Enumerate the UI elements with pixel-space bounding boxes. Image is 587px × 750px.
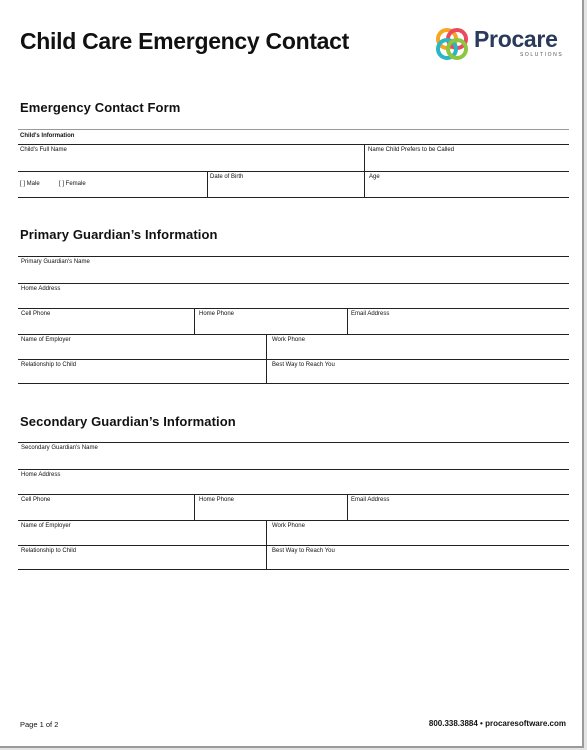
field-label: Secondary Guardian's Name: [21, 445, 98, 451]
primary-work-phone-field[interactable]: [267, 335, 569, 359]
field-label: Cell Phone: [21, 311, 51, 317]
form-heading: Emergency Contact Form: [20, 100, 181, 115]
divider: [18, 197, 569, 198]
child-full-name-field[interactable]: [18, 145, 364, 171]
female-checkbox[interactable]: [ ] Female: [59, 181, 86, 187]
field-label: Work Phone: [272, 523, 305, 529]
secondary-name-field[interactable]: [18, 443, 569, 469]
procare-logo: [432, 24, 572, 64]
field-label: Name of Employer: [21, 523, 71, 529]
primary-employer-field[interactable]: [18, 335, 266, 359]
field-label: Relationship to Child: [21, 548, 77, 554]
primary-cell-phone-field[interactable]: [18, 309, 194, 334]
child-dob-field[interactable]: [208, 172, 364, 197]
primary-relationship-field[interactable]: [18, 360, 266, 383]
primary-email-field[interactable]: [348, 309, 569, 334]
field-label: Name of Employer: [21, 337, 71, 343]
field-label: Home Address: [21, 286, 61, 292]
procare-logo-icon: [432, 24, 472, 64]
male-checkbox[interactable]: [ ] Male: [20, 181, 40, 187]
page-number: Page 1 of 2: [20, 720, 59, 729]
field-label: Email Address: [351, 497, 390, 503]
child-preferred-name-field[interactable]: [365, 145, 569, 171]
secondary-email-field[interactable]: [348, 495, 569, 520]
primary-best-way-field[interactable]: [267, 360, 569, 383]
divider: [18, 569, 569, 570]
field-label: Best Way to Reach You: [272, 548, 335, 554]
primary-guardian-heading: Primary Guardian’s Information: [20, 227, 218, 242]
secondary-home-address-field[interactable]: [18, 470, 569, 494]
secondary-home-phone-field[interactable]: [195, 495, 347, 520]
field-label: Work Phone: [272, 337, 305, 343]
child-info-section-label: Child's Information: [20, 133, 75, 139]
field-label: Cell Phone: [21, 497, 51, 503]
field-label: Primary Guardian's Name: [21, 259, 90, 265]
page-title: Child Care Emergency Contact: [20, 28, 350, 54]
divider: [18, 129, 569, 130]
secondary-relationship-field[interactable]: [18, 546, 266, 569]
child-gender-field: [18, 172, 207, 197]
secondary-employer-field[interactable]: [18, 521, 266, 545]
logo-wordmark: Procare: [474, 26, 558, 52]
primary-name-field[interactable]: [18, 257, 569, 283]
field-label: Best Way to Reach You: [272, 362, 335, 368]
footer-contact: 800.338.3884 • procaresoftware.com: [428, 719, 566, 728]
primary-home-address-field[interactable]: [18, 284, 569, 308]
secondary-best-way-field[interactable]: [267, 546, 569, 569]
field-label: Relationship to Child: [21, 362, 77, 368]
logo-subtitle: SOLUTIONS: [520, 52, 564, 58]
field-label: Age: [369, 174, 380, 180]
field-label: Name Child Prefers to be Called: [368, 147, 455, 153]
divider: [18, 383, 569, 384]
primary-home-phone-field[interactable]: [195, 309, 347, 334]
secondary-guardian-heading: Secondary Guardian’s Information: [20, 414, 236, 429]
secondary-cell-phone-field[interactable]: [18, 495, 194, 520]
child-age-field[interactable]: [365, 172, 569, 197]
field-label: Home Address: [21, 472, 61, 478]
secondary-work-phone-field[interactable]: [267, 521, 569, 545]
field-label: Email Address: [351, 311, 390, 317]
field-label: Date of Birth: [210, 174, 244, 180]
field-label: Home Phone: [199, 311, 235, 317]
field-label: Child's Full Name: [20, 147, 67, 153]
field-label: Home Phone: [199, 497, 235, 503]
